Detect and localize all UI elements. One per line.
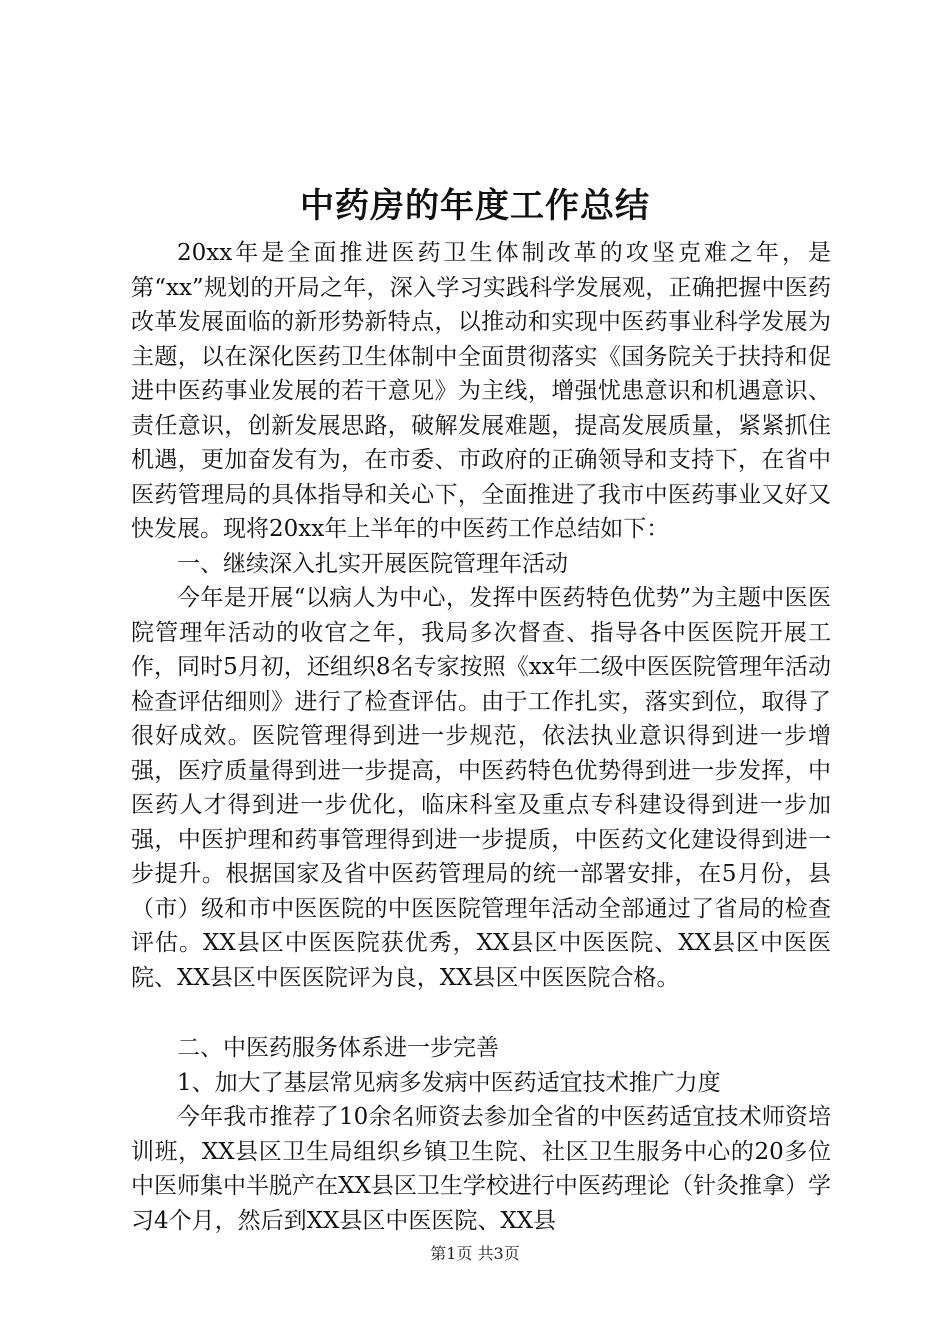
paragraph-intro: 20xx年是全面推进医药卫生体制改革的攻坚克难之年，是第“xx”规划的开局之年，深入学习实践科学发展观，正确把握中医药改革发展面临的新形势新特点，以推动和实现中医药事业科学发展为主题，以在深化医药卫生体制中全面贯彻落实《国务院关于扶持和促进中医药事业发展的若干意见》为主线，增强忧患意识和机遇意识、责任意识，创新发展思路，破解发展难题，提高发展质量，紧紧抓住机遇，更加奋发有为，在市委、市政府的正确领导和支持下，在省中医药管理局的具体指导和关心下，全面推进了我市中医药事业又好又快发展。现将20xx年上半年的中医药工作总结如下： bbox=[131, 240, 831, 542]
paragraph-section-1: 今年是开展“以病人为中心，发挥中医药特色优势”为主题中医医院管理年活动的收官之年，我局多次督查、指导各中医医院开展工作，同时5月初，还组织8名专家按照《xx年二级中医医院管理年活动检查评估细则》进行了检查评估。由于工作扎实，落实到位，取得了很好成效。医院管理得到进一步规范，依法执业意识得到进一步增强，医疗质量得到进一步提高，中医药特色优势得到进一步发挥，中医药人才得到进一步优化，临床科室及重点专科建设得到进一步加强，中医护理和药事管理得到进一步提质，中医药文化建设得到进一步提升。根据国家及省中医药管理局的统一部署安排，在5月份，县（市）级和市中医医院的中医医院管理年活动全部通过了省局的检查评估。XX县区中医医院获优秀，XX县区中医医院、XX县区中医医院、XX县区中医医院评为良，XX县区中医医院合格。 bbox=[131, 585, 831, 991]
paragraph-subsection-1: 今年我市推荐了10余名师资去参加全省的中医药适宜技术师资培训班，XX县区卫生局组织乡镇卫生院、社区卫生服务中心的20多位中医师集中半脱产在XX县区卫生学校进行中医药理论（针灸推拿）学习4个月，然后到XX县区中医医院、XX县 bbox=[131, 1104, 831, 1234]
section-heading-1: 一、继续深入扎实开展医院管理年活动 bbox=[177, 550, 568, 577]
subsection-heading-1: 1、加大了基层常见病多发病中医药适宜技术推广力度 bbox=[177, 1069, 721, 1096]
page-number-footer: 第1页 共3页 bbox=[430, 1244, 520, 1263]
paragraph-spacer bbox=[131, 995, 831, 1031]
document-title: 中药房的年度工作总结 bbox=[300, 186, 650, 226]
section-heading-2: 二、中医药服务体系进一步完善 bbox=[177, 1035, 499, 1061]
document-body bbox=[131, 236, 831, 1238]
